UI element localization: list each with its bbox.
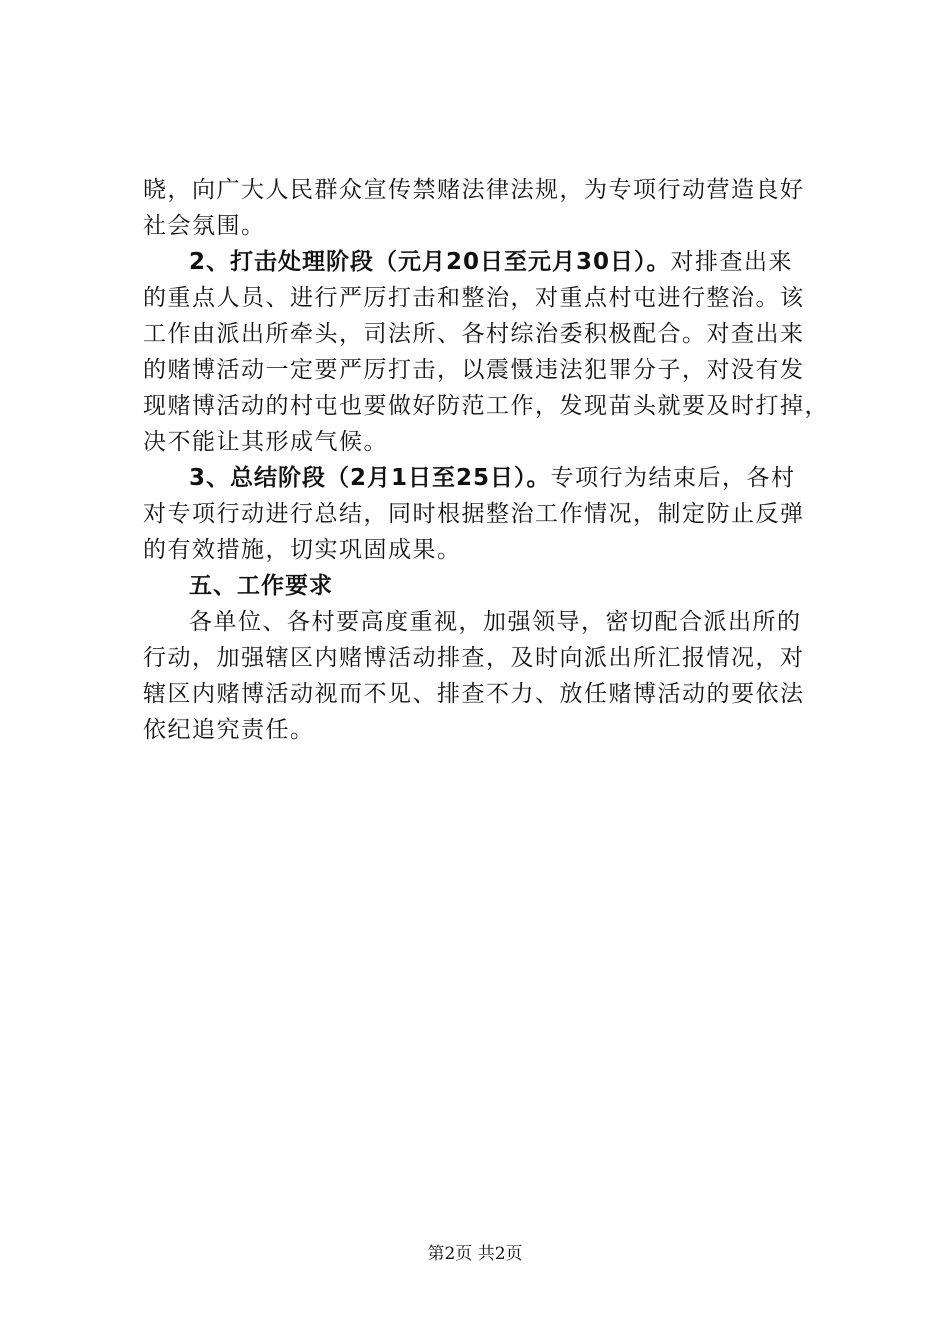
stage2-heading: 2、打击处理阶段（元月20日至元月30日）。 bbox=[189, 249, 671, 275]
body-line: 工作由派出所牵头，司法所、各村综治委积极配合。对查出来 bbox=[143, 321, 805, 347]
body-line: 社会氛围。 bbox=[143, 213, 266, 239]
body-line: 行动，加强辖区内赌博活动排查，及时向派出所汇报情况，对 bbox=[143, 645, 805, 671]
body-line: 现赌博活动的村屯也要做好防范工作，发现苗头就要及时打掉， bbox=[143, 393, 829, 419]
body-line: 对专项行动进行总结，同时根据整治工作情况，制定防止反弹 bbox=[143, 501, 805, 527]
body-line: 各单位、各村要高度重视，加强领导，密切配合派出所的 bbox=[189, 609, 802, 635]
page-footer: 第2页 共2页 bbox=[427, 1244, 523, 1264]
body-line: 的赌博活动一定要严厉打击，以震慑违法犯罪分子，对没有发 bbox=[143, 357, 805, 383]
body-line: 晓，向广大人民群众宣传禁赌法律法规，为专项行动营造良好 bbox=[143, 177, 805, 203]
body-line: 的有效措施，切实巩固成果。 bbox=[143, 537, 462, 563]
body-line: 依纪追究责任。 bbox=[143, 717, 315, 743]
stage2-first-rest: 对排查出来 bbox=[670, 249, 794, 275]
stage3-heading: 3、总结阶段（2月1日至25日）。 bbox=[189, 465, 551, 491]
body-line: 的重点人员、进行严厉打击和整治，对重点村屯进行整治。该 bbox=[143, 285, 805, 311]
section-heading: 五、工作要求 bbox=[189, 573, 333, 599]
body-line: 辖区内赌博活动视而不见、排查不力、放任赌博活动的要依法 bbox=[143, 681, 805, 707]
body-line: 决不能让其形成气候。 bbox=[143, 429, 388, 455]
document-body bbox=[143, 172, 833, 748]
stage3-first-line bbox=[143, 460, 833, 496]
stage3-first-rest: 专项行为结束后，各村 bbox=[550, 465, 796, 491]
stage2-first-line bbox=[143, 244, 833, 280]
